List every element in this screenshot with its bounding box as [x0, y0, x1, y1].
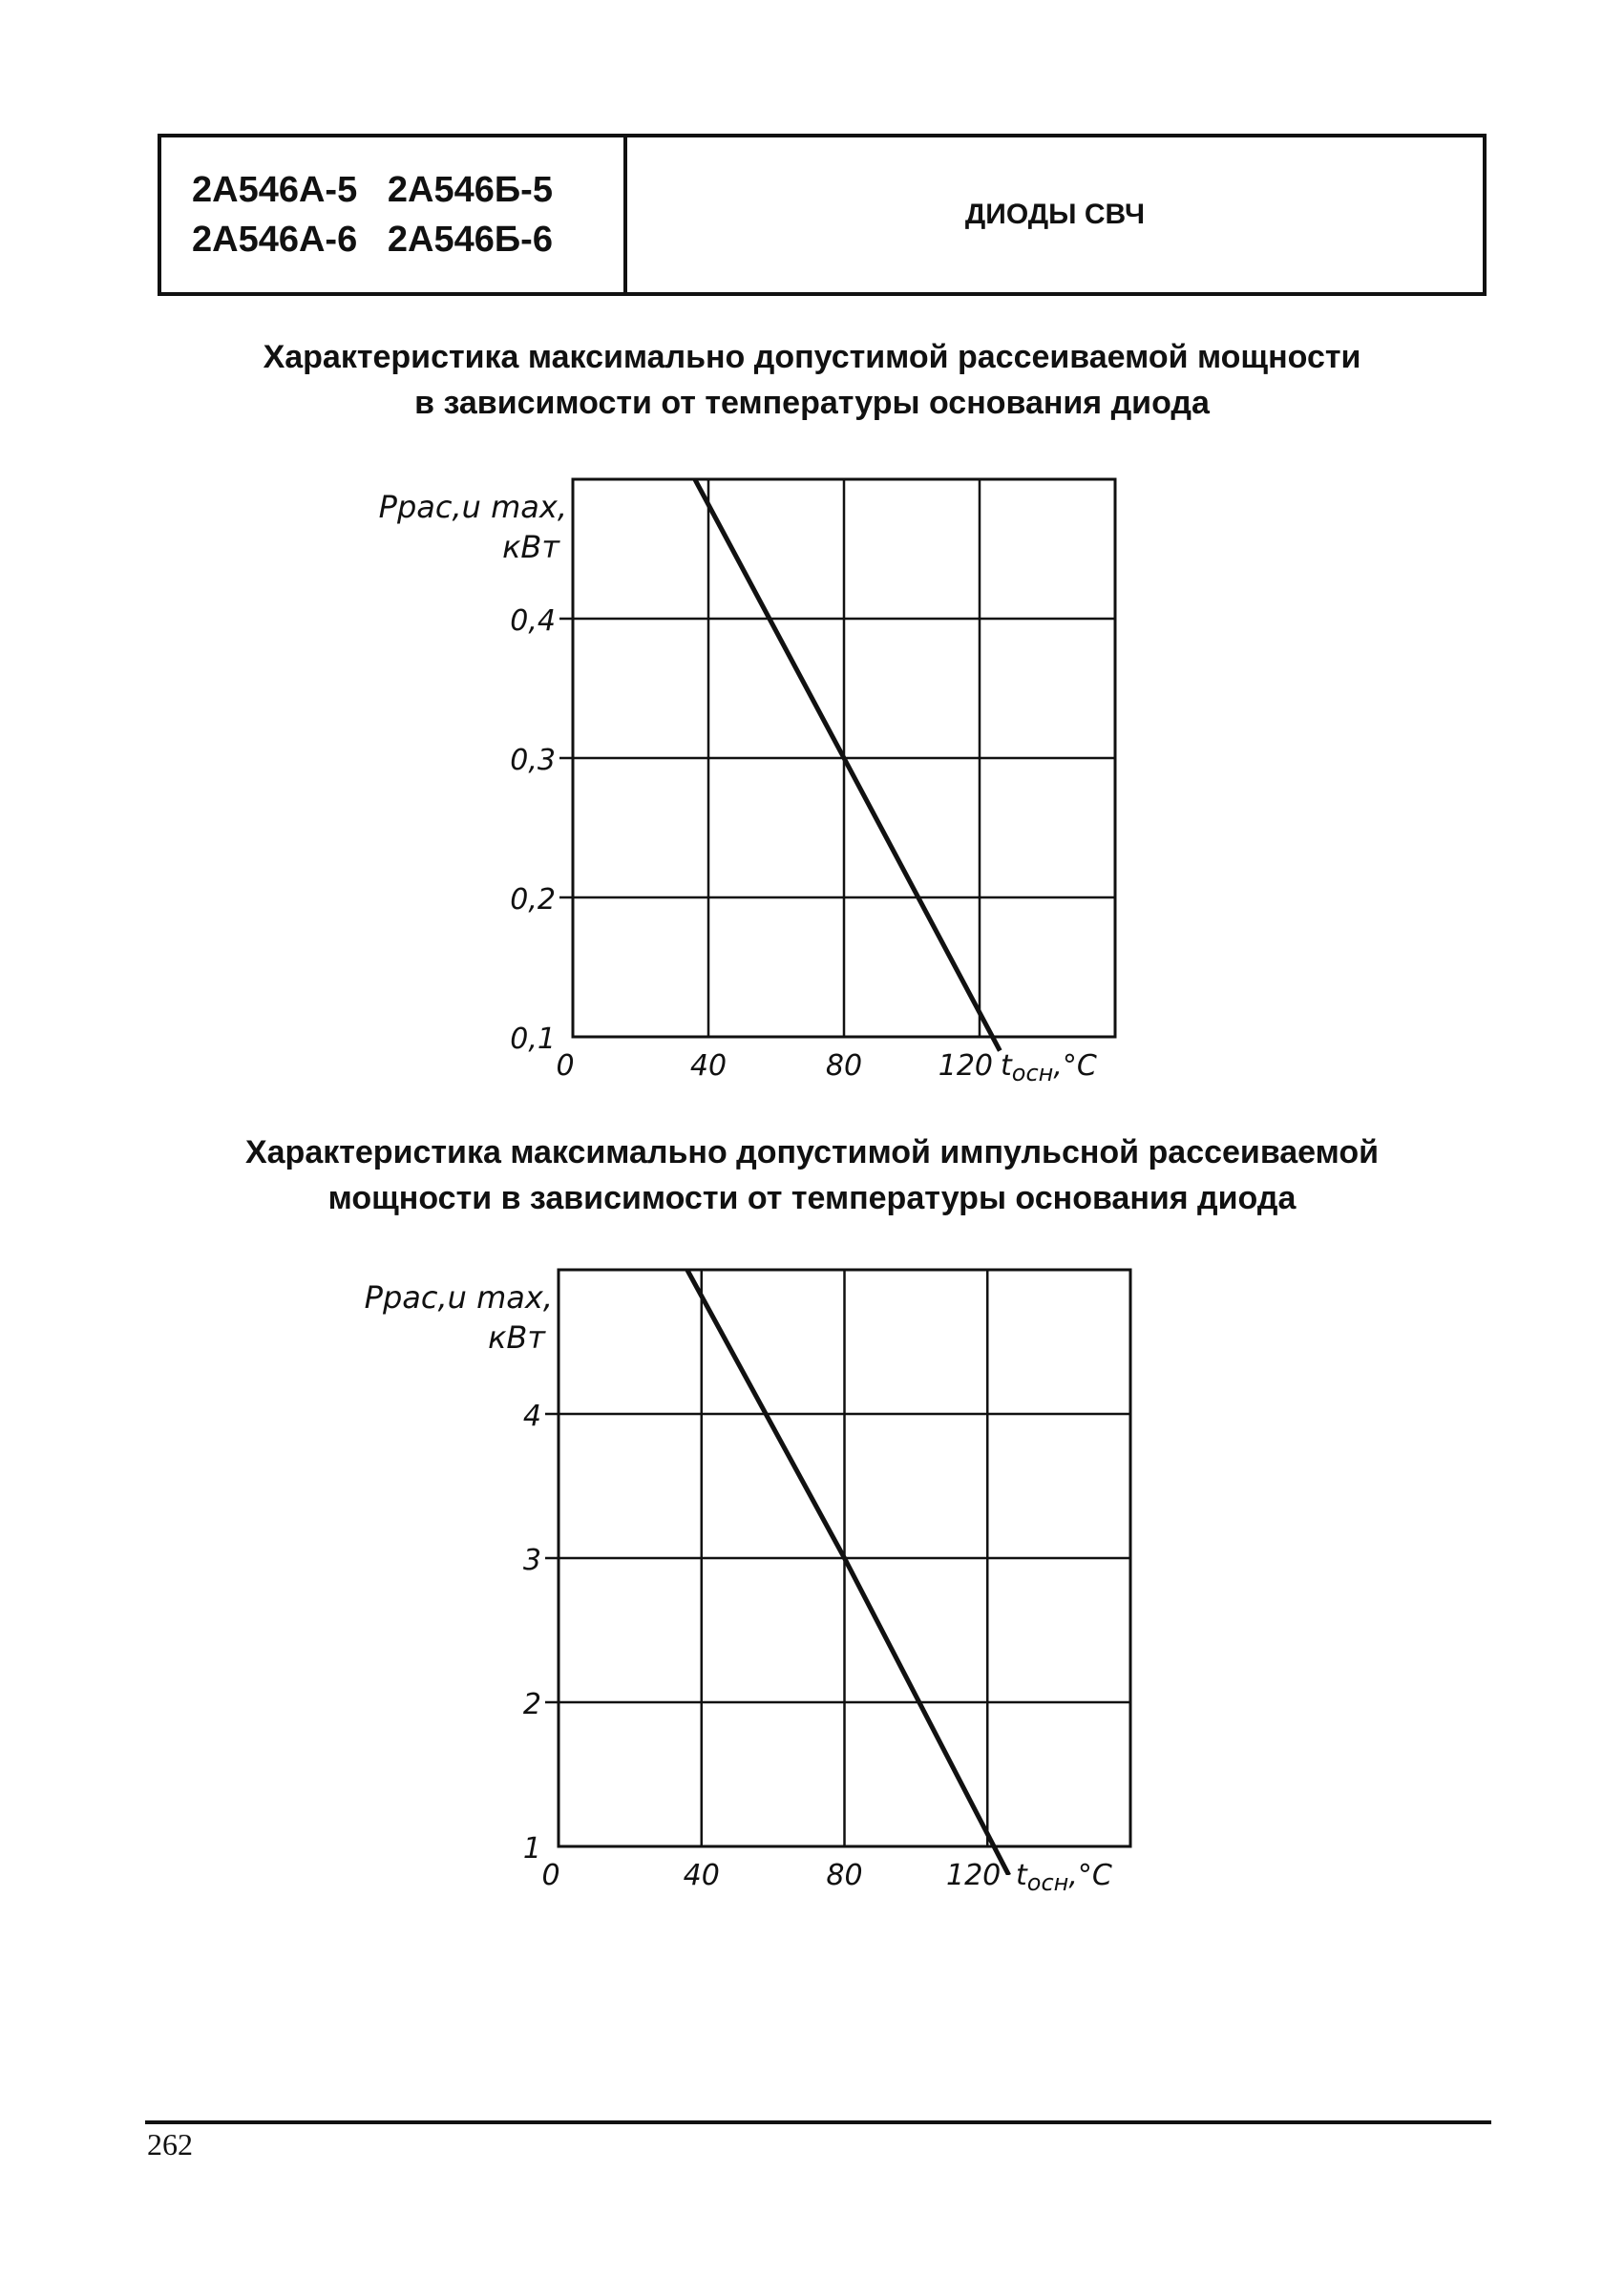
chart-1-y-tick-label: 0,1	[510, 1023, 556, 1056]
chart-1-figure	[0, 458, 1624, 1107]
chart-2-title-line-2: мощности в зависимости от температуры основания диода	[327, 1180, 1297, 1216]
chart-2-y-tick-label: 1	[522, 1832, 541, 1866]
chart-2-x-tick-label: 40	[683, 1859, 720, 1892]
chart-1-title-line-1: Характеристика максимально допустимой рассеиваемой мощности	[263, 339, 1361, 375]
footer-rule	[145, 2120, 1491, 2124]
chart-1-x-tick-label: 40	[689, 1049, 728, 1083]
models-row-1: 2А546А-5 2А546Б-5	[192, 170, 553, 210]
category-title: ДИОДЫ СВЧ	[964, 199, 1146, 230]
chart-1-x-axis-label-unit: ,°C	[1053, 1049, 1097, 1083]
chart-1-x-origin-label: 0	[556, 1049, 575, 1083]
chart-1-x-axis-label-subscript: осн	[1011, 1060, 1054, 1086]
chart-2-y-tick-label: 3	[522, 1544, 541, 1577]
chart-1-y-tick-label: 0,3	[510, 744, 556, 777]
chart-1-x-tick-label: 120	[938, 1049, 993, 1083]
chart-2-x-axis-label-subscript: осн	[1026, 1869, 1069, 1896]
chart-2-x-axis-label-unit: ,°C	[1068, 1859, 1112, 1892]
chart-2-x-axis-label-symbol: t	[1016, 1859, 1027, 1892]
chart-2-title	[95, 1129, 1529, 1221]
chart-1-y-tick-label: 0,4	[510, 604, 556, 638]
chart-2-x-origin-label: 0	[541, 1859, 560, 1892]
chart-2-x-tick-label: 80	[826, 1859, 863, 1892]
chart-1-title	[95, 334, 1529, 426]
chart-2-figure	[0, 1251, 1624, 1900]
models-row-2: 2А546А-6 2А546Б-6	[192, 220, 553, 260]
chart-2-title-line-1: Характеристика максимально допустимой импульсной рассеиваемой	[244, 1134, 1380, 1170]
chart-1-title-line-2: в зависимости от температуры основания диода	[414, 385, 1210, 421]
page-number: 262	[147, 2127, 193, 2161]
chart-1-series-line	[695, 479, 1001, 1051]
chart-1-x-axis-label	[1001, 1049, 1097, 1086]
header-box	[158, 134, 1487, 296]
chart-2-y-axis-label-line-2: кВт	[488, 1319, 545, 1356]
chart-1-x-axis-label-symbol: t	[1001, 1049, 1012, 1083]
chart-2-x-axis-label	[1016, 1859, 1112, 1896]
chart-2-series-line	[687, 1270, 1009, 1875]
chart-2-y-axis-label-line-1: Ppac,u max,	[364, 1279, 553, 1316]
model-list	[161, 137, 627, 292]
chart-1-y-axis-label-line-1: Ppac,u max,	[378, 489, 567, 525]
chart-2-y-tick-label: 4	[522, 1400, 541, 1433]
chart-2-x-tick-label: 120	[945, 1859, 1002, 1892]
chart-1-x-tick-label: 80	[825, 1049, 863, 1083]
chart-1-y-axis-label-line-2: кВт	[502, 529, 559, 565]
chart-2-y-tick-label: 2	[522, 1688, 541, 1721]
chart-1-y-tick-label: 0,2	[510, 883, 556, 917]
